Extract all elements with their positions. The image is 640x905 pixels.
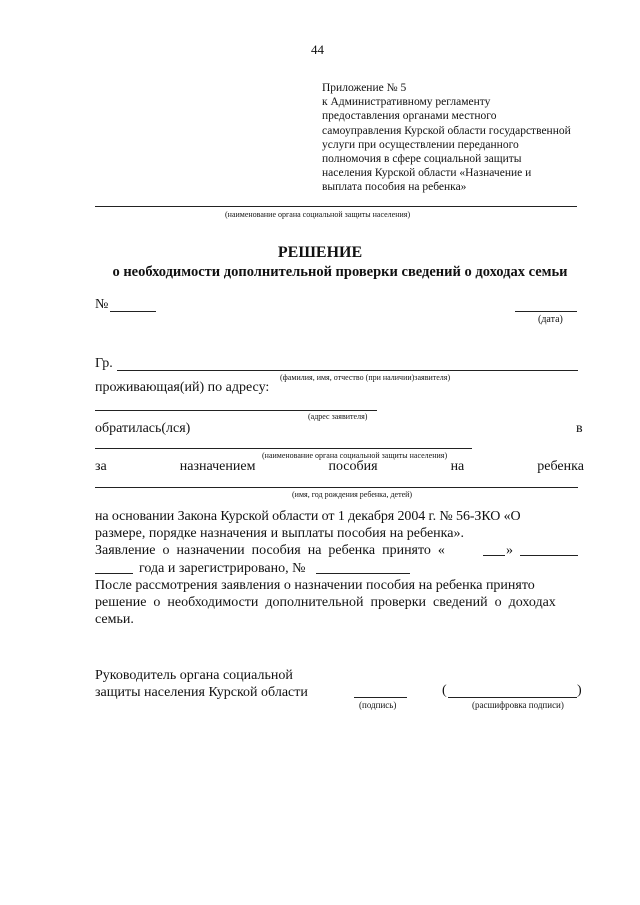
application-text: Заявление о назначении пособия на ребенка принято «	[95, 543, 445, 558]
fio-field[interactable]	[117, 370, 578, 371]
purpose-word: за	[95, 459, 107, 474]
document-subtitle: о необходимости дополнительной проверки сведений о доходах семьи	[112, 264, 568, 280]
address-field[interactable]	[95, 410, 377, 411]
purpose-word: ребенка	[537, 459, 584, 474]
signature-field[interactable]	[354, 697, 407, 698]
paren-open: (	[442, 683, 447, 698]
date-field[interactable]	[515, 311, 577, 312]
applied-label: обратилась(лся)	[95, 421, 191, 436]
fio-caption: (фамилия, имя, отчество (при наличии)заявителя)	[280, 373, 451, 382]
purpose-word: пособия	[328, 459, 378, 474]
page-number: 44	[311, 42, 324, 57]
paren-close: )	[577, 683, 582, 698]
appendix-block	[322, 81, 571, 195]
applied-to: в	[576, 421, 583, 436]
appendix-line: населения Курской области «Назначение и	[322, 167, 532, 180]
appendix-line: услуги при осуществлении переданного	[322, 138, 519, 151]
law-line-2: размере, порядке назначения и выплаты пособия на ребенка».	[95, 526, 464, 541]
purpose-line	[95, 459, 584, 475]
appendix-title: Приложение № 5	[322, 82, 407, 94]
appendix-line: выплата пособия на ребенка»	[322, 181, 467, 194]
agency-caption: (наименование органа социальной защиты населения)	[225, 210, 411, 219]
application-day-field[interactable]	[483, 555, 505, 556]
decision-line-3: семьи.	[95, 612, 134, 627]
decoding-field[interactable]	[448, 697, 577, 698]
application-month-field[interactable]	[520, 555, 578, 556]
number-label: №	[95, 297, 109, 312]
appendix-line: к Административному регламенту	[322, 96, 491, 109]
decision-line-2: решение о необходимости дополнительной проверки сведений о доходах	[95, 595, 556, 610]
appendix-line: предоставления органами местного	[322, 110, 497, 123]
decision-line-1: После рассмотрения заявления о назначении пособия на ребенка принято	[95, 578, 535, 593]
signature-caption: (подпись)	[359, 700, 397, 710]
appendix-line: самоуправления Курской области государственной	[322, 124, 571, 137]
signer-line-1: Руководитель органа социальной	[95, 668, 293, 683]
document-title: РЕШЕНИЕ	[277, 244, 363, 261]
agency-line[interactable]	[95, 206, 577, 207]
purpose-word: назначением	[179, 459, 256, 474]
child-field[interactable]	[95, 487, 578, 488]
application-year-field[interactable]	[95, 573, 133, 574]
signer-line-2: защиты населения Курской области	[95, 685, 308, 700]
agency2-caption: (наименование органа социальной защиты населения)	[262, 451, 448, 460]
application-quote-close: »	[506, 543, 513, 558]
purpose-word: на	[450, 459, 465, 474]
registered-text: года и зарегистрировано, №	[139, 561, 306, 576]
date-caption: (дата)	[538, 314, 563, 325]
gr-label: Гр.	[95, 356, 113, 371]
address-caption: (адрес заявителя)	[308, 412, 368, 421]
number-field[interactable]	[110, 311, 156, 312]
decoding-caption: (расшифровка подписи)	[472, 700, 564, 710]
child-caption: (имя, год рождения ребенка, детей)	[292, 490, 413, 499]
registration-number-field[interactable]	[316, 573, 410, 574]
law-line-1: на основании Закона Курской области от 1 декабря 2004 г. № 56-ЗКО «О	[95, 509, 521, 524]
appendix-line: полномочия в сфере социальной защиты	[322, 153, 522, 166]
residing-label: проживающая(ий) по адресу:	[95, 380, 270, 395]
agency2-field[interactable]	[95, 448, 472, 449]
